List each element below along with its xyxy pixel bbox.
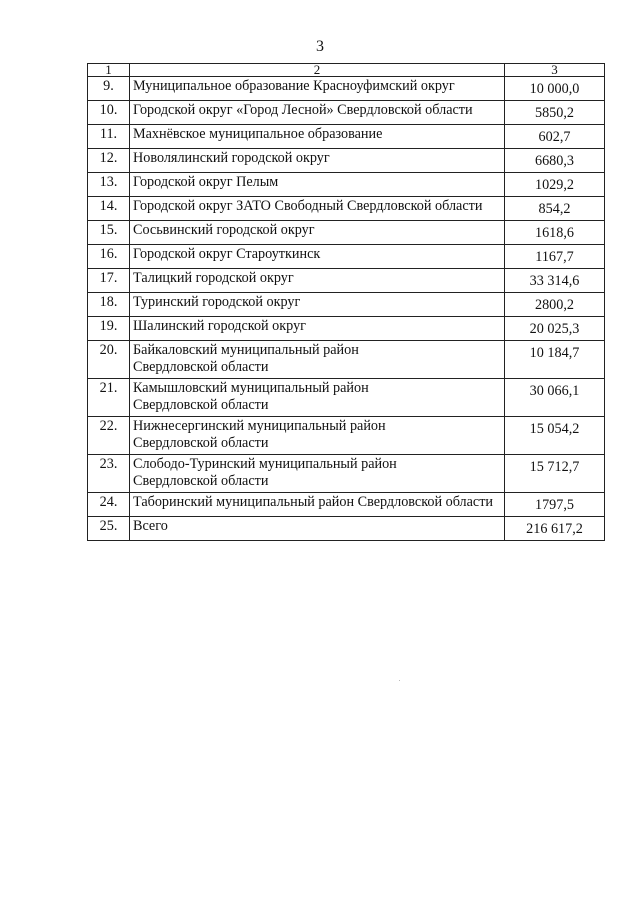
table-row (88, 245, 605, 269)
table-row (88, 317, 605, 341)
amount-value: 20 025,3 (505, 317, 605, 341)
amount-value: 33 314,6 (505, 269, 605, 293)
amount-value: 1029,2 (505, 173, 605, 197)
row-number: 14. (88, 197, 130, 221)
municipality-name-line: Свердловской области (133, 473, 269, 489)
amount-value: 6680,3 (505, 149, 605, 173)
municipality-name-line: Новолялинский городской округ (133, 150, 330, 166)
municipality-name-line: Городской округ ЗАТО Свободный Свердловской области (133, 198, 483, 214)
municipality-name-line: Свердловской области (133, 397, 269, 413)
amount-value: 15 054,2 (505, 417, 605, 455)
table-row (88, 493, 605, 517)
municipality-name (130, 77, 505, 101)
amount-value: 10 184,7 (505, 341, 605, 379)
row-number: 10. (88, 101, 130, 125)
municipality-name-line: Камышловский муниципальный район (133, 380, 369, 396)
row-number: 13. (88, 173, 130, 197)
amount-value: 5850,2 (505, 101, 605, 125)
municipality-name-line: Шалинский городской округ (133, 318, 306, 334)
table-row (88, 517, 605, 541)
municipality-name (130, 517, 505, 541)
municipality-name (130, 417, 505, 455)
row-number: 18. (88, 293, 130, 317)
municipality-name-line: Махнёвское муниципальное образование (133, 126, 383, 142)
amount-value: 2800,2 (505, 293, 605, 317)
table-row (88, 101, 605, 125)
municipality-name (130, 101, 505, 125)
municipality-name (130, 379, 505, 417)
row-number: 22. (88, 417, 130, 455)
row-number: 23. (88, 455, 130, 493)
amount-value: 602,7 (505, 125, 605, 149)
table-row (88, 173, 605, 197)
row-number: 24. (88, 493, 130, 517)
amount-value: 1167,7 (505, 245, 605, 269)
row-number: 25. (88, 517, 130, 541)
municipality-name (130, 125, 505, 149)
municipality-name (130, 245, 505, 269)
table-header-row (88, 64, 605, 77)
amount-value: 854,2 (505, 197, 605, 221)
allocation-table (87, 63, 605, 541)
municipality-name-line: Байкаловский муниципальный район (133, 342, 359, 358)
amount-value: 30 066,1 (505, 379, 605, 417)
amount-value: 1618,6 (505, 221, 605, 245)
municipality-name (130, 455, 505, 493)
table-row (88, 455, 605, 493)
header-col-3: 3 (505, 64, 605, 77)
municipality-name-line: Городской округ Староуткинск (133, 246, 321, 262)
row-number: 19. (88, 317, 130, 341)
municipality-name (130, 293, 505, 317)
municipality-name-line: Муниципальное образование Красноуфимский округ (133, 78, 455, 94)
municipality-name (130, 173, 505, 197)
municipality-name-line: Талицкий городской округ (133, 270, 294, 286)
row-number: 17. (88, 269, 130, 293)
row-number: 16. (88, 245, 130, 269)
row-number: 11. (88, 125, 130, 149)
municipality-name-line: Всего (133, 518, 168, 534)
municipality-name-line: Нижнесергинский муниципальный район (133, 418, 386, 434)
row-number: 9. (88, 77, 130, 101)
municipality-name-line: Городской округ «Город Лесной» Свердловской области (133, 102, 473, 118)
table-row (88, 77, 605, 101)
municipality-name (130, 493, 505, 517)
table-row (88, 341, 605, 379)
municipality-name (130, 149, 505, 173)
table-row (88, 417, 605, 455)
row-number: 20. (88, 341, 130, 379)
amount-value: 10 000,0 (505, 77, 605, 101)
table-row (88, 379, 605, 417)
municipality-name-line: Сосьвинский городской округ (133, 222, 315, 238)
amount-value: 216 617,2 (505, 517, 605, 541)
table-row (88, 149, 605, 173)
municipality-name-line: Таборинский муниципальный район Свердловской области (133, 494, 494, 510)
municipality-name-line: Слободо-Туринский муниципальный район (133, 456, 397, 472)
header-col-1: 1 (88, 64, 130, 77)
row-number: 12. (88, 149, 130, 173)
municipality-name (130, 197, 505, 221)
municipality-name-line: Свердловской области (133, 359, 269, 375)
header-col-2: 2 (130, 64, 505, 77)
municipality-name-line: Свердловской области (133, 435, 269, 451)
amount-value: 1797,5 (505, 493, 605, 517)
municipality-name (130, 317, 505, 341)
table-row (88, 197, 605, 221)
amount-value: 15 712,7 (505, 455, 605, 493)
municipality-name-line: Городской округ Пелым (133, 174, 279, 190)
row-number: 15. (88, 221, 130, 245)
table-row (88, 125, 605, 149)
page-number: 3 (316, 38, 324, 55)
municipality-name (130, 221, 505, 245)
table-row (88, 221, 605, 245)
table-row (88, 293, 605, 317)
table-row (88, 269, 605, 293)
row-number: 21. (88, 379, 130, 417)
scan-speck (399, 680, 400, 681)
municipality-name (130, 341, 505, 379)
municipality-name-line: Туринский городской округ (133, 294, 301, 310)
municipality-name (130, 269, 505, 293)
